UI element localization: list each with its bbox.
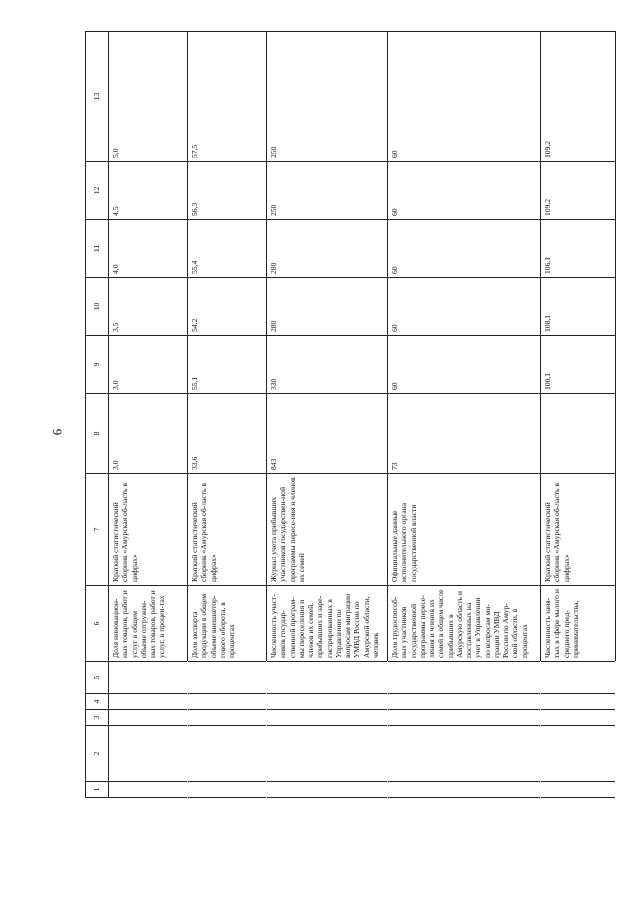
source-cell: Официальные данные исполнительного органа государственной власти bbox=[388, 474, 541, 586]
cell-empty bbox=[109, 710, 188, 726]
cell-empty bbox=[388, 782, 541, 798]
header-cell: 3 bbox=[86, 710, 109, 726]
indicator-cell: Доля трудоспособ-ных участников государственной программы пересе-ления и членов их семей в общем числе прибывших в Амурскую область и поставленных на учет в Управлении по вопросам ми-грации УМВД России по Амур-ской области, в процентах bbox=[388, 586, 541, 662]
indicator-cell: Численность участ-ников государ-ственной програм-мы переселения и членов их семей, прибывших и заре-гистрированных в Управлении по вопросам миграции УМВД России по Амурской области, человек bbox=[267, 586, 388, 662]
header-cell: 5 bbox=[86, 662, 109, 694]
cell-empty bbox=[267, 710, 388, 726]
cell-empty bbox=[388, 710, 541, 726]
value-cell: 3,0 bbox=[109, 336, 188, 394]
source-cell: Журнал учета прибывших участников государствен-ной программы пересе-ния и членов их семей bbox=[267, 474, 388, 586]
cell-empty bbox=[541, 782, 616, 798]
value-cell bbox=[541, 394, 616, 474]
value-cell: 3,0 bbox=[109, 394, 188, 474]
header-cell: 12 bbox=[86, 162, 109, 220]
source-cell: Краткий статистический сборник «Амурская об-ласть в цифрах» bbox=[541, 474, 616, 586]
header-cell: 2 bbox=[86, 726, 109, 782]
value-cell: 5,0 bbox=[109, 32, 188, 162]
header-row bbox=[86, 32, 109, 798]
value-cell: 280 bbox=[267, 278, 388, 336]
value-cell: 843 bbox=[267, 394, 388, 474]
header-cell: 13 bbox=[86, 32, 109, 162]
value-cell: 109,2 bbox=[541, 162, 616, 220]
indicator-cell: Доля инновацион-ных товаров, работ и услуг в общем объеме отгружен-ных товаров, работ и услуг, в процен-тах bbox=[109, 586, 188, 662]
page-number: 6 bbox=[49, 428, 65, 436]
value-cell: 55,4 bbox=[188, 220, 267, 278]
table-row bbox=[267, 32, 388, 798]
header-cell: 9 bbox=[86, 336, 109, 394]
cell-empty bbox=[267, 694, 388, 710]
table-row bbox=[188, 32, 267, 798]
header-cell: 11 bbox=[86, 220, 109, 278]
source-cell: Краткий статистический сборник «Амурская об-ласть в цифрах» bbox=[188, 474, 267, 586]
table-row bbox=[109, 32, 188, 798]
value-cell: 56,3 bbox=[188, 162, 267, 220]
value-cell: 109,2 bbox=[541, 32, 616, 162]
table-row bbox=[388, 32, 541, 798]
cell-empty bbox=[541, 726, 616, 782]
cell-empty bbox=[267, 782, 388, 798]
cell-empty bbox=[541, 694, 616, 710]
value-cell: 330 bbox=[267, 336, 388, 394]
cell-empty bbox=[541, 662, 616, 694]
value-cell: 106,1 bbox=[541, 220, 616, 278]
value-cell: 60 bbox=[388, 220, 541, 278]
value-cell: 60 bbox=[388, 336, 541, 394]
value-cell: 73 bbox=[388, 394, 541, 474]
header-cell: 7 bbox=[86, 474, 109, 586]
cell-empty bbox=[109, 694, 188, 710]
cell-empty bbox=[188, 782, 267, 798]
value-cell: 108,1 bbox=[541, 278, 616, 336]
cell-empty bbox=[388, 726, 541, 782]
indicator-table bbox=[85, 31, 616, 798]
indicator-table-container bbox=[85, 32, 625, 798]
value-cell: 54,2 bbox=[188, 278, 267, 336]
cell-empty bbox=[109, 782, 188, 798]
cell-empty bbox=[388, 662, 541, 694]
value-cell: 4,0 bbox=[109, 220, 188, 278]
cell-empty bbox=[188, 710, 267, 726]
value-cell: 60 bbox=[388, 278, 541, 336]
table-row bbox=[541, 32, 616, 798]
value-cell: 60 bbox=[388, 32, 541, 162]
header-cell: 1 bbox=[86, 782, 109, 798]
value-cell: 250 bbox=[267, 32, 388, 162]
indicator-cell: Численность заня-тых в сфере малого и среднего пред-принимательства, bbox=[541, 586, 616, 662]
header-cell: 6 bbox=[86, 586, 109, 662]
value-cell: 55,1 bbox=[188, 336, 267, 394]
rotated-page bbox=[85, 32, 625, 798]
cell-empty bbox=[109, 662, 188, 694]
cell-empty bbox=[188, 694, 267, 710]
header-cell: 8 bbox=[86, 394, 109, 474]
value-cell: 33,6 bbox=[188, 394, 267, 474]
value-cell: 57,5 bbox=[188, 32, 267, 162]
value-cell: 60 bbox=[388, 162, 541, 220]
header-cell: 10 bbox=[86, 278, 109, 336]
value-cell: 3,5 bbox=[109, 278, 188, 336]
cell-empty bbox=[267, 726, 388, 782]
value-cell: 250 bbox=[267, 162, 388, 220]
value-cell: 4,5 bbox=[109, 162, 188, 220]
cell-empty bbox=[109, 726, 188, 782]
cell-empty bbox=[188, 726, 267, 782]
value-cell: 280 bbox=[267, 220, 388, 278]
cell-empty bbox=[388, 694, 541, 710]
value-cell: 100,1 bbox=[541, 336, 616, 394]
header-cell: 4 bbox=[86, 694, 109, 710]
source-cell: Краткий статистический сборник «Амурская об-ласть в цифрах» bbox=[109, 474, 188, 586]
indicator-cell: Доля экспорта продукции в общем объеме внешнетор-гового оборота, в процентах bbox=[188, 586, 267, 662]
cell-empty bbox=[188, 662, 267, 694]
cell-empty bbox=[541, 710, 616, 726]
cell-empty bbox=[267, 662, 388, 694]
